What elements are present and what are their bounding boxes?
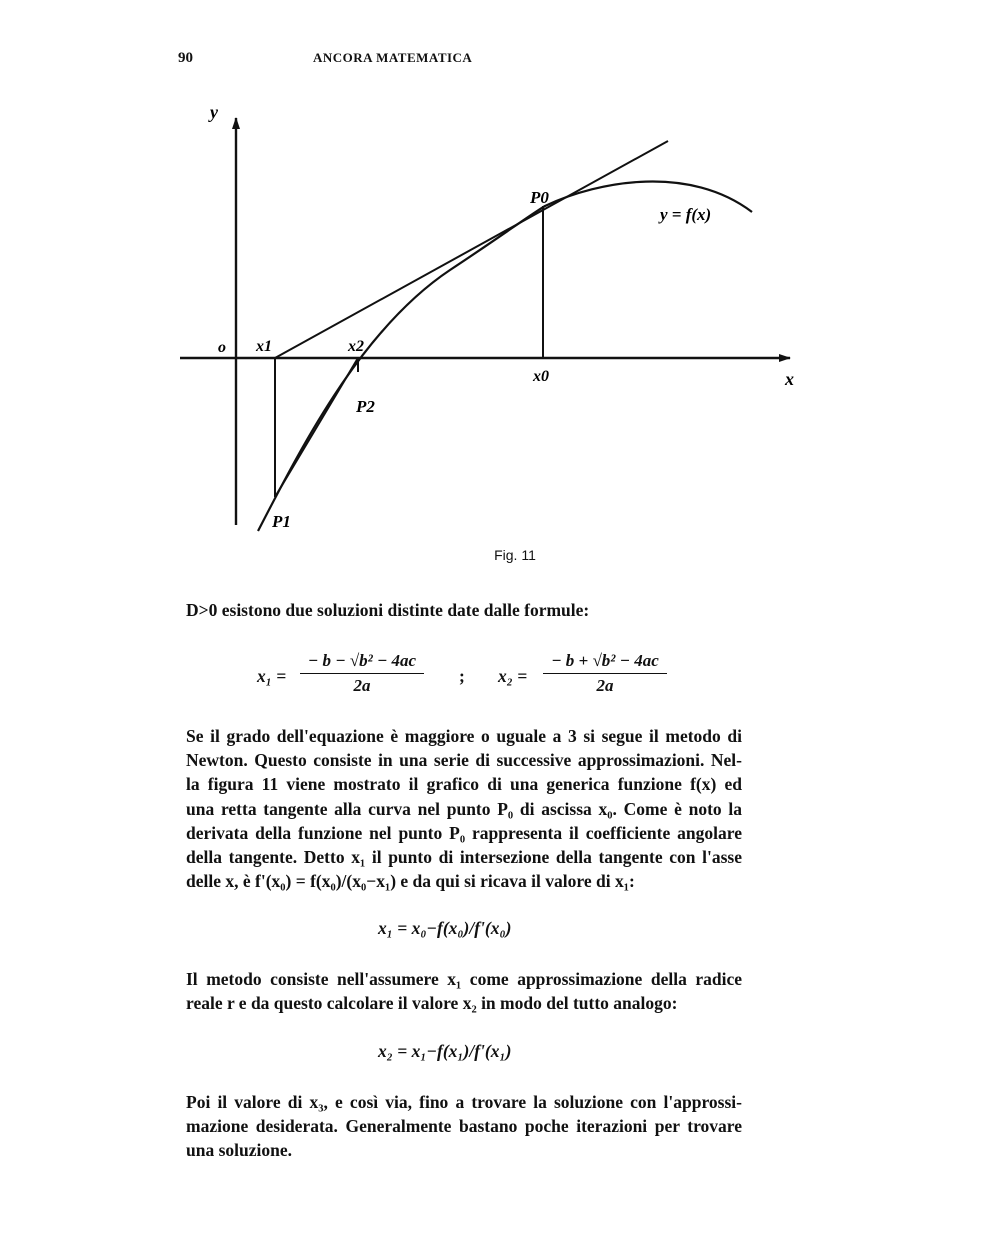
paragraph-1-line: delle x, è f'(x₀) = f(x₀)/(x₀−x₁) e da qui si ricava il valore di x₁:: [186, 871, 635, 892]
equation-x1: x₁ = x₀−f(x₀)/f'(x₀): [378, 918, 512, 938]
paragraph-3-line: una soluzione.: [186, 1140, 292, 1161]
paragraph-1-line: Newton. Questo consiste in una serie di successive approssimazioni. Nel-: [186, 750, 742, 771]
curve-label: y = f(x): [660, 205, 712, 224]
p0-label: P0: [530, 188, 549, 207]
paragraph-newton-method: [186, 724, 742, 893]
function-curve: [258, 182, 752, 531]
formula-2-denominator: 2a: [596, 676, 614, 695]
paragraph-3-line: mazione desiderata. Generalmente bastano poche iterazioni per trovare: [186, 1116, 742, 1137]
formula-2-fraction: [543, 651, 667, 696]
intro-text: [186, 598, 742, 622]
formula-1-numerator: − b − √b² − 4ac: [300, 651, 424, 674]
running-title: ANCORA MATEMATICA: [313, 50, 473, 65]
paragraph-3-line: Poi il valore di x₃, e così via, fino a trovare la soluzione con l'approssi-: [186, 1092, 742, 1112]
y-axis-label: y: [210, 102, 218, 122]
paragraph-1-line: derivata della funzione nel punto P₀ rappresenta il coefficiente angolare: [186, 822, 742, 843]
figure-newton-method: [0, 0, 1000, 560]
formula-1-lhs: x₁ =: [257, 666, 287, 686]
paragraph-2-line: reale r e da questo calcolare il valore x₂ in modo del tutto analogo:: [186, 993, 678, 1014]
paragraph-1-line: una retta tangente alla curva nel punto P₀ di ascissa x₀. Come è noto la: [186, 798, 742, 819]
tangent-line-p1: [275, 358, 358, 497]
paragraph-2-line: Il metodo consiste nell'assumere x₁ come approssimazione della radice: [186, 969, 742, 989]
p2-label: P2: [356, 397, 375, 416]
origin-label: o: [218, 339, 226, 356]
x-axis-label: x: [785, 369, 794, 389]
paragraph-method: [186, 967, 742, 1015]
paragraph-iterations: [186, 1090, 742, 1163]
page-number: 90: [178, 50, 193, 66]
equation-x2: x₂ = x₁−f(x₁)/f'(x₁): [378, 1041, 512, 1061]
tangent-line-p0: [275, 141, 668, 358]
formula-separator: ;: [459, 666, 465, 686]
formula-1-fraction: [300, 651, 424, 696]
formula-2-lhs: x₂ =: [498, 666, 528, 686]
formula-2-numerator: − b + √b² − 4ac: [543, 651, 667, 674]
x0-label: x0: [533, 368, 549, 385]
paragraph-1-line: Se il grado dell'equazione è maggiore o uguale a 3 si segue il metodo di: [186, 726, 742, 746]
paragraph-1-line: della tangente. Detto x₁ il punto di intersezione della tangente con l'asse: [186, 847, 742, 868]
formula-1-denominator: 2a: [353, 676, 371, 695]
figure-caption: Fig. 11: [494, 547, 536, 563]
x2-label: x2: [348, 338, 364, 355]
intro-line: D>0 esistono due soluzioni distinte date dalle formule:: [186, 600, 590, 620]
paragraph-1-line: la figura 11 viene mostrato il grafico di una generica funzione f(x) ed: [186, 774, 742, 795]
x1-label: x1: [256, 338, 272, 355]
p1-label: P1: [272, 512, 291, 531]
